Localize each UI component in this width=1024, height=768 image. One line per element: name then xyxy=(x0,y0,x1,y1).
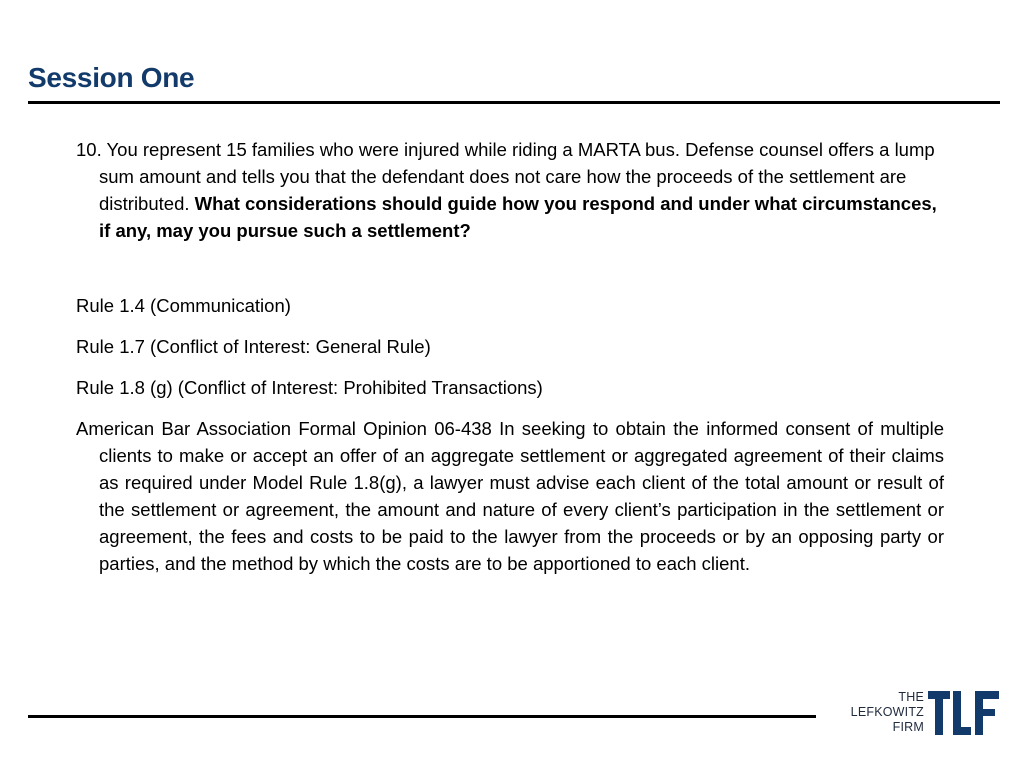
slide-title: Session One xyxy=(28,62,195,93)
logo-wordmark xyxy=(851,690,924,735)
lefkowitz-firm-logo xyxy=(838,690,1000,736)
title-divider xyxy=(28,101,1000,104)
rule-item-1-8g: Rule 1.8 (g) (Conflict of Interest: Prohibited Transactions) xyxy=(76,377,543,398)
rule-item-1-4: Rule 1.4 (Communication) xyxy=(76,295,291,316)
slide-body xyxy=(76,136,944,591)
logo-word-lefkowitz: LEFKOWITZ xyxy=(850,705,924,719)
question-text: 10. You represent 15 families who were injured while riding a MARTA bus. Defense counsel offers a lump sum amount and tells you that the defendant does not care how the proceeds of the settlement are distributed. xyxy=(76,139,935,214)
tlf-monogram-icon xyxy=(928,691,1000,735)
rule-item-1-7: Rule 1.7 (Conflict of Interest: General Rule) xyxy=(76,336,431,357)
logo-word-firm: FIRM xyxy=(892,720,924,734)
footer-divider xyxy=(28,715,816,718)
question-emphasis: What considerations should guide how you respond and under what circumstances, if any, may you pursue such a settlement? xyxy=(99,193,937,241)
aba-opinion-paragraph: American Bar Association Formal Opinion 06-438 In seeking to obtain the informed consent of multiple clients to make or accept an offer of an aggregate settlement or aggregated agreement of their claims as required under Model Rule 1.8(g), a lawyer must advise each client of the total amount or result of the settlement or agreement, the amount and nature of every client’s participation in the settlement or agreement, the fees and costs to be paid to the lawyer from the proceeds or by an opposing party or parties, and the method by which the costs are to be apportioned to each client. xyxy=(76,418,944,574)
logo-word-the: THE xyxy=(898,690,924,704)
question-paragraph xyxy=(76,136,944,244)
